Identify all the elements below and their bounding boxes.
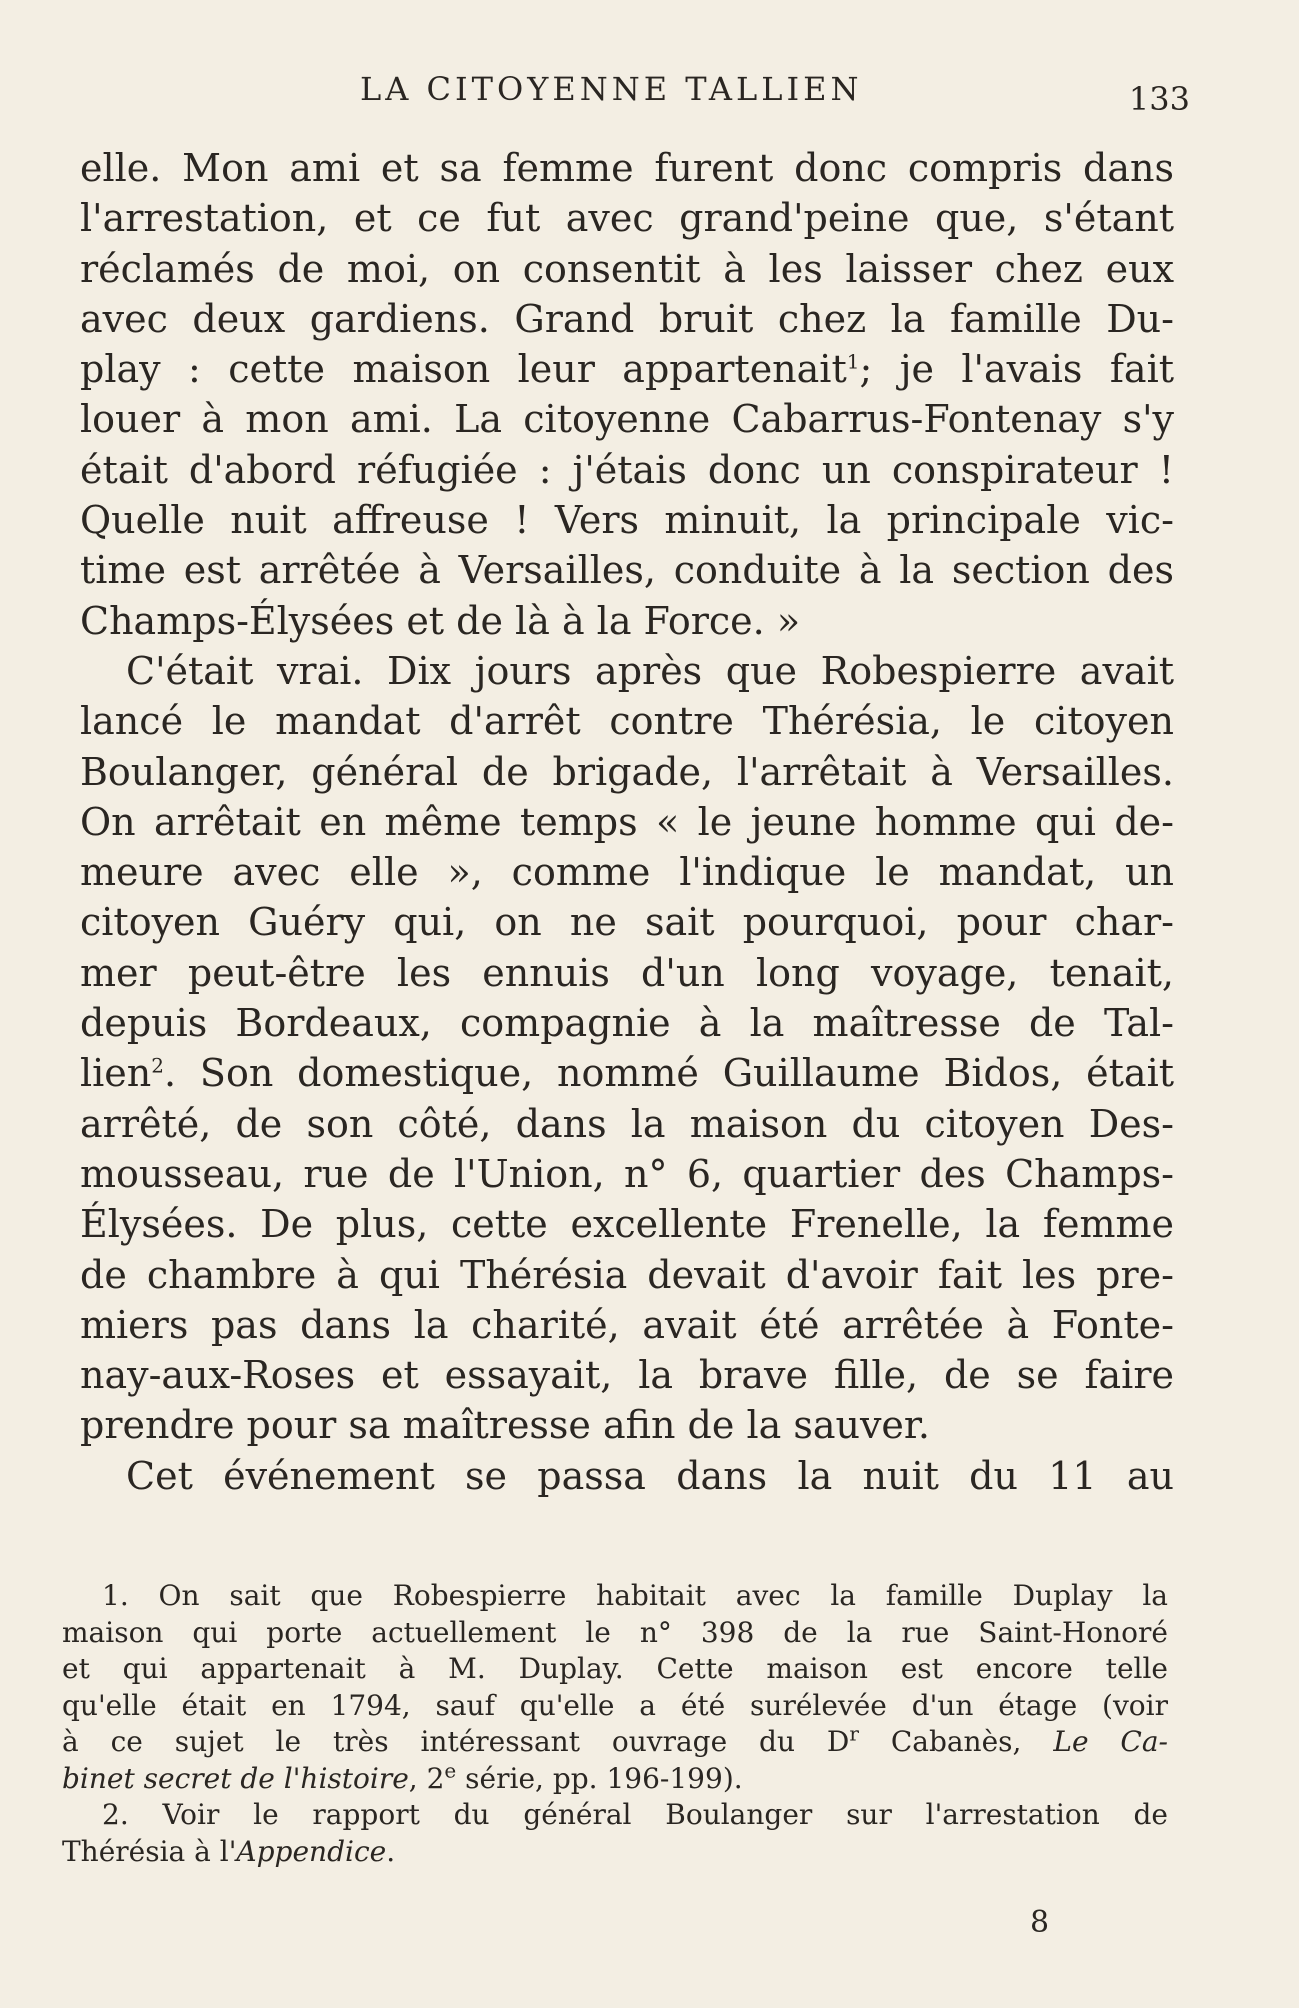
text-segment: play : cette maison leur appartenait <box>80 347 847 392</box>
text-line: avec deux gardiens. Grand bruit chez la famille Du- <box>80 296 1174 341</box>
footnote-line <box>62 1724 1168 1761</box>
text-line: C'était vrai. Dix jours après que Robespierre avait <box>126 648 1174 693</box>
text-segment: . <box>386 1834 396 1868</box>
text-segment: ; je l'avais fait <box>859 347 1174 392</box>
text-line: elle. Mon ami et sa femme furent donc compris dans <box>80 146 1174 190</box>
text-segment: Cabanès, <box>858 1725 1054 1758</box>
text-segment: série, pp. 196-199). <box>456 1761 743 1795</box>
book-title: Le Ca- <box>1053 1725 1168 1758</box>
footnote-line: maison qui porte actuellement le n° 398 de la rue Saint-Honoré <box>62 1615 1168 1649</box>
text-line: miers pas dans la charité, avait été arrêtée à Fonte- <box>80 1302 1174 1347</box>
text-line: mer peut-être les ennuis d'un long voyage, tenait, <box>80 950 1174 995</box>
page-header <box>80 70 1190 120</box>
text-line: Cet événement se passa dans la nuit du 11 au <box>126 1453 1174 1498</box>
superscript: e <box>444 1760 457 1783</box>
page-number: 133 <box>1128 80 1190 118</box>
text-line: prendre pour sa maîtresse afin de la sauver. <box>80 1403 930 1448</box>
running-title: LA CITOYENNE TALLIEN <box>360 70 863 108</box>
text-line: depuis Bordeaux, compagnie à la maîtresse de Tal- <box>80 1001 1174 1046</box>
text-line: louer à mon ami. La citoyenne Cabarrus-Fontenay s'y <box>80 397 1174 442</box>
text-line: citoyen Guéry qui, on ne sait pourquoi, pour char- <box>80 900 1174 945</box>
text-line: de chambre à qui Thérésia devait d'avoir fait les pre- <box>80 1252 1174 1297</box>
text-segment: . Son domestique, nommé Guillaume Bidos, était <box>164 1051 1174 1096</box>
signature-mark: 8 <box>1030 1905 1050 1940</box>
text-line <box>80 344 1174 394</box>
text-line: nay-aux-Roses et essayait, la brave fille, de se faire <box>80 1353 1174 1398</box>
appendix-ref: Appendice <box>236 1834 387 1868</box>
footnote-line: 1. On sait que Robespierre habitait avec la famille Duplay la <box>102 1579 1168 1612</box>
book-title: binet secret de l'histoire <box>62 1761 409 1795</box>
footnotes <box>62 1578 1168 1870</box>
text-line: réclamés de moi, on consentit à les laisser chez eux <box>80 246 1174 291</box>
text-segment: à ce sujet le très intéressant ouvrage du D <box>62 1725 850 1758</box>
footnote-line <box>62 1834 1168 1871</box>
text-line: lancé le mandat d'arrêt contre Thérésia, le citoyen <box>80 699 1174 744</box>
text-line: Boulanger, général de brigade, l'arrêtait à Versailles. <box>80 749 1174 794</box>
text-line: l'arrestation, et ce fut avec grand'peine que, s'étant <box>80 196 1174 241</box>
footnote-line <box>62 1761 1168 1798</box>
text-segment: , 2 <box>408 1761 445 1795</box>
text-line: était d'abord réfugiée : j'étais donc un conspirateur ! <box>80 447 1174 492</box>
text-line: arrêté, de son côté, dans la maison du citoyen Des- <box>80 1101 1174 1146</box>
text-line: Champs-Élysées et de là à la Force. » <box>80 598 801 643</box>
footnote-line: 2. Voir le rapport du général Boulanger sur l'arrestation de <box>102 1798 1168 1831</box>
footnote-mark: 2 <box>151 1053 165 1078</box>
text-line: meure avec elle », comme l'indique le mandat, un <box>80 850 1174 895</box>
text-line: mousseau, rue de l'Union, n° 6, quartier des Champs- <box>80 1151 1174 1196</box>
superscript: r <box>849 1724 859 1746</box>
footnote-mark: 1 <box>846 349 860 374</box>
text-line: On arrêtait en même temps « le jeune homme qui de- <box>80 799 1174 844</box>
text-line: Quelle nuit affreuse ! Vers minuit, la principale vic- <box>80 498 1174 543</box>
text-line <box>80 1048 1174 1098</box>
footnote-line: qu'elle était en 1794, sauf qu'elle a été surélevée d'un étage (voir <box>62 1688 1168 1722</box>
text-segment: Thérésia à l' <box>62 1834 237 1868</box>
text-line: time est arrêtée à Versailles, conduite à la section des <box>80 548 1174 593</box>
text-segment: lien <box>80 1051 152 1096</box>
text-line: Élysées. De plus, cette excellente Frenelle, la femme <box>80 1202 1174 1247</box>
footnote-line: et qui appartenait à M. Duplay. Cette maison est encore telle <box>62 1652 1168 1685</box>
main-text <box>80 143 1174 1501</box>
